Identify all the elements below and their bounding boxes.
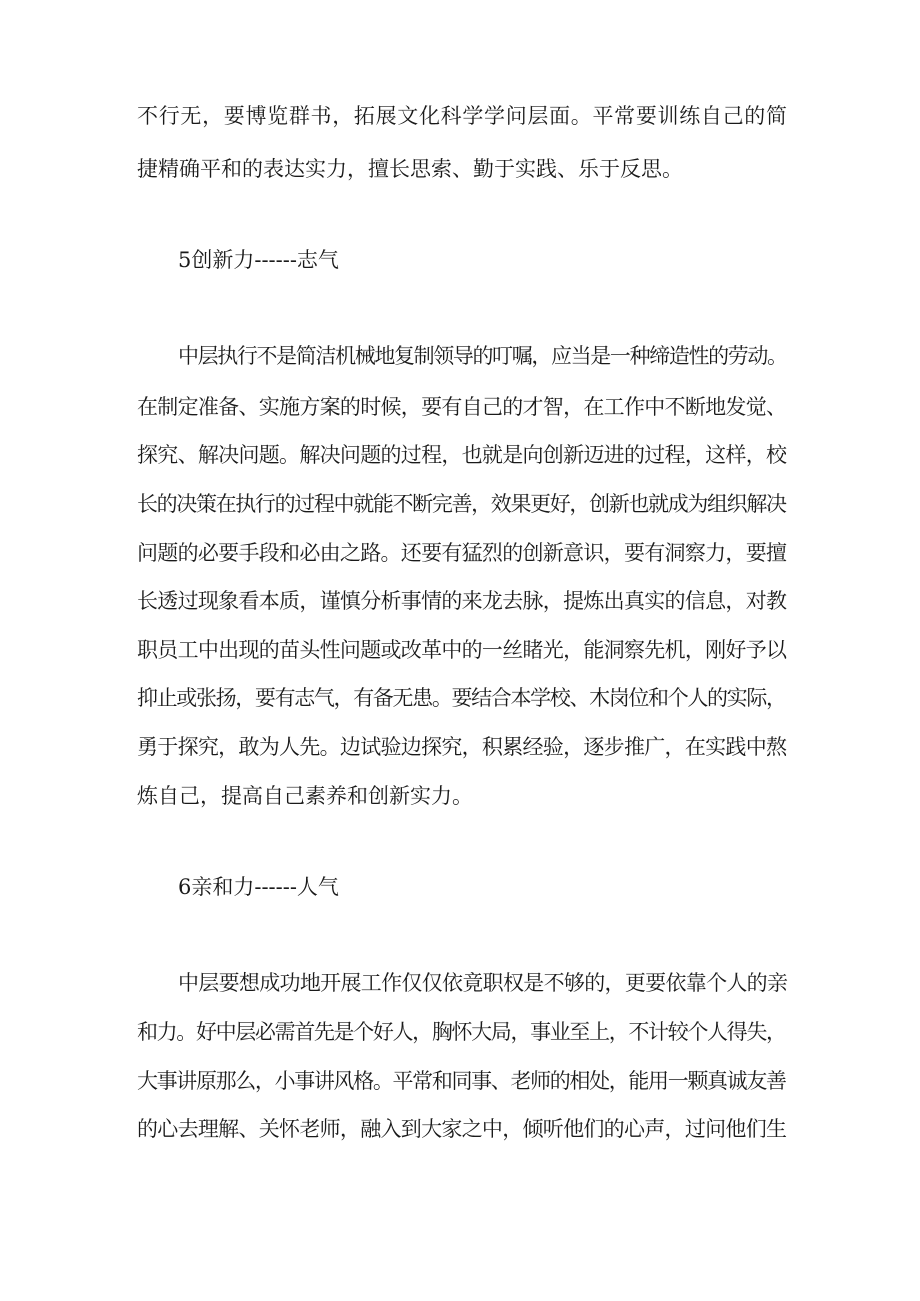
paragraph-line: 抑止或张扬，要有志气，有备无患。要结合本学校、木岗位和个人的实际，	[137, 686, 786, 710]
paragraph-line: 长的决策在执行的过程中就能不断完善，效果更好，创新也就成为组织解决	[137, 492, 786, 516]
paragraph-line: 中层执行不是简洁机械地复制领导的叮嘱，应当是一种缔造性的劳动。	[178, 344, 787, 368]
paragraph-line: 勇于探究，敢为人先。边试验边探究，积累经验，逐步推广，在实践中熬	[137, 735, 787, 759]
paragraph-line: 不行无，要博览群书，拓展文化科学学问层面。平常要训练自己的简	[137, 104, 788, 128]
section-heading: 6亲和力------人气	[178, 875, 339, 899]
paragraph-line: 和力。好中层必需首先是个好人，胸怀大局，事业至上，不计较个人得失，	[137, 1020, 786, 1044]
paragraph-line: 中层要想成功地开展工作仅仅依竟职权是不够的，更要依靠个人的亲	[178, 971, 788, 995]
paragraph-line: 大事讲原那么，小事讲风格。平常和同事、老师的相处，能用一颗真诚友善	[137, 1069, 786, 1093]
paragraph-line: 长透过现象看本质，谨慎分析事情的来龙去脉，提炼出真实的信息，对教	[137, 589, 787, 613]
paragraph-line: 的心去理解、关怀老师，融入到大家之中，倾听他们的心声，过问他们生	[137, 1117, 787, 1141]
paragraph-line: 炼自己，提高自己素养和创新实力。	[137, 784, 473, 808]
paragraph-line: 职员工中出现的苗头性问题或改革中的一丝睹光，能洞察先机，刚好予以	[137, 638, 787, 662]
section-heading: 5创新力------志气	[178, 248, 339, 272]
paragraph-line: 捷精确平和的表达实力，擅长思索、勤于实践、乐于反思。	[137, 157, 683, 181]
paragraph-line: 问题的必要手段和必由之路。还要有猛烈的创新意识，要有洞察力，要擅	[137, 541, 787, 565]
paragraph-line: 探究、解决问题。解决问题的过程，也就是向创新迈进的过程，这样，校	[137, 443, 787, 467]
paragraph-line: 在制定准备、实施方案的时候，要有自己的才智，在工作中不断地发觉、	[137, 395, 787, 419]
